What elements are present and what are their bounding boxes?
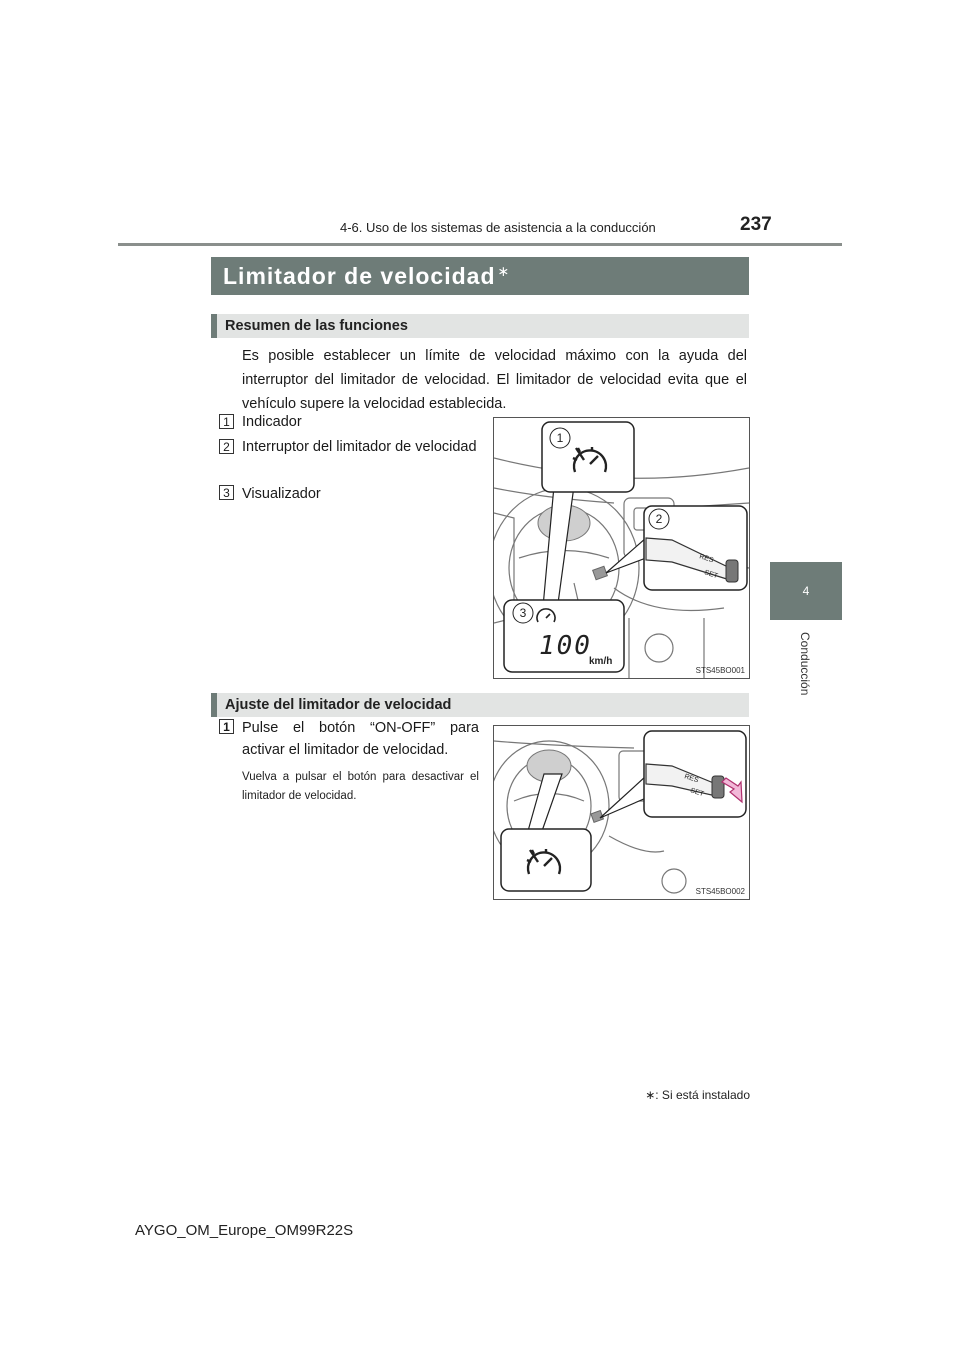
display-speed-unit: km/h	[589, 656, 613, 667]
figure-code: STS45BO002	[695, 887, 745, 896]
page-title-text: Limitador de velocidad	[223, 262, 496, 289]
callout-number-1: 1	[556, 431, 564, 445]
step-number: 1	[219, 719, 234, 734]
running-header: 4-6. Uso de los sistemas de asistencia a la conducción	[340, 220, 656, 235]
svg-text:RES: RES	[683, 773, 700, 785]
item-number: 3	[219, 485, 234, 500]
chapter-label: Conducción	[798, 632, 812, 696]
footnote-marker: ∗	[645, 1088, 656, 1102]
page-number: 237	[740, 214, 772, 235]
item-label-display: Visualizador	[242, 486, 321, 502]
illustration-cockpit-overview	[493, 417, 750, 679]
callout-number-3: 3	[519, 606, 527, 620]
step-note: Vuelva a pulsar el botón para desactivar el limitador de velocidad.	[242, 771, 479, 802]
footnote	[580, 1088, 750, 1102]
svg-text:SET: SET	[703, 569, 719, 581]
installed-marker: ∗	[497, 263, 511, 279]
cockpit-drawing	[494, 418, 749, 678]
footnote-text: : Si está instalado	[655, 1088, 750, 1102]
callout-number-2: 2	[655, 512, 663, 526]
document-code: AYGO_OM_Europe_OM99R22S	[135, 1222, 354, 1239]
display-speed-value: 100	[539, 631, 592, 661]
item-label-indicator: Indicador	[242, 414, 302, 430]
item-label-switch: Interruptor del limitador de velocidad	[242, 439, 477, 455]
figure-code: STS45BO001	[695, 666, 745, 675]
chapter-tab[interactable]	[770, 562, 842, 620]
header-divider	[118, 243, 842, 246]
svg-text:RES: RES	[698, 553, 715, 565]
step-instruction: Pulse el botón “ON-OFF” para activar el limitador de velocidad.	[242, 720, 479, 758]
item-number: 1	[219, 414, 234, 429]
overview-paragraph: Es posible establecer un límite de velocidad máximo con la ayuda del interruptor del limitador de velocidad. El limitador de velocidad evita que el vehículo supere la velocidad establecida.	[242, 348, 747, 412]
cockpit-button-drawing	[494, 726, 749, 899]
svg-text:SET: SET	[689, 787, 705, 799]
item-number: 2	[219, 439, 234, 454]
section-heading-overview: Resumen de las funciones	[211, 314, 749, 338]
section-heading-adjust: Ajuste del limitador de velocidad	[211, 693, 749, 717]
chapter-number: 4	[802, 584, 810, 598]
page-title	[211, 257, 749, 295]
illustration-on-off-button	[493, 725, 750, 900]
